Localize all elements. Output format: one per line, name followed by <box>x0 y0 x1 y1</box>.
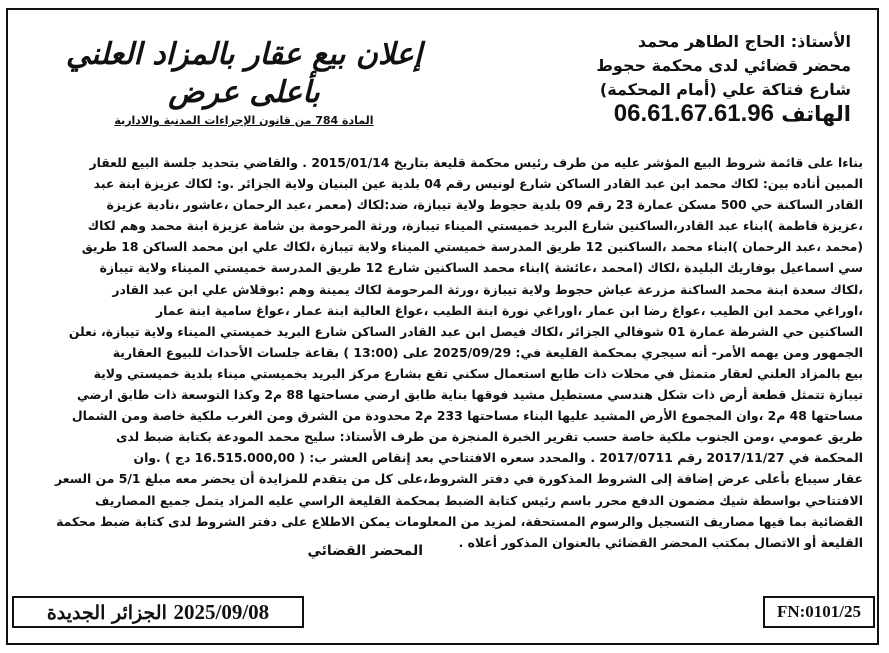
body-line: بيع بالمزاد العلني لعقار متمثل في محلات ذات طابع استعمال سكني تقع بشارع مركز البريد بخميستي ميناء بلدية خميستي ولاية <box>93 365 863 381</box>
body-line: بناءا على قائمة شروط البيع المؤشر عليه من طرف رئيس محكمة قليعة بتاريخ 2015/01/14 . والقاضي بتحديد جلسة البيع للعقار <box>89 155 863 170</box>
bailiff-title: محضر قضائي لدى محكمة حجوط <box>596 56 851 75</box>
body-line: سي اسماعيل بوفاريك البليدة ،لكاك (امحمد ،عائشة )ابناء محمد الساكنين شارع 12 طريق المدرسة خميستي الميناء ولاية تيبازة <box>99 260 863 276</box>
bailiff-phone <box>531 102 851 126</box>
legal-reference: المادة 784 من قانون الإجراءات المدنية والادارية <box>114 114 374 127</box>
body-line: القليعة أو الاتصال بمكتب المحضر القضائي بالعنوان المذكور أعلاه . <box>458 534 863 550</box>
body-line: الجمهور ومن يهمه الأمر- أنه سيجري بمحكمة القليعة في: 2025/09/29 على (13:00 ) بقاعة جلسات الأحداث للبيوع العقارية <box>112 344 863 360</box>
newspaper-name: الجزائر الجديدة <box>46 602 167 624</box>
notice-title-block <box>34 36 454 127</box>
body-line: تيبازة تتمثل قطعة أرض ذات شكل هندسي مستطيل مشيد فوقها بناية طابق ارضي مساحتها 88 م2 وكذا التوسعة ذات طابق ارضي <box>76 387 863 403</box>
body-line: ،عزيزة فاطمة )ابناء عبد القادر،الساكنين شارع البريد خميستي الميناء تيبازة، ورثة المرحومة بن شامة عزيزة ابنة محمد وهم لكاك <box>87 218 863 234</box>
body-line: القضائية بما فيها مصاريف التسجيل والرسوم المستحقة، لمزيد من المعلومات يمكن الاطلاع على دفتر الشروط لدى كتابة ضبط محكمة <box>56 513 863 529</box>
phone-label: الهاتف <box>781 102 851 126</box>
bailiff-name: الأستاذ: الحاج الطاهر محمد <box>637 32 851 51</box>
body-line: الافتتاحي بواسطة شيك مضمون الدفع محرر باسم رئيس كتابة الضبط بمحكمة القليعة الراسي عليه المزاد يتمل جميع المصاريف <box>94 492 863 508</box>
notice-body <box>18 152 863 553</box>
bailiff-info <box>531 30 851 126</box>
body-line: القادر الساكنة حي 500 مسكن عمارة 23 رقم 09 بلدية حجوط ولاية تيبازة، ضد:لكاك (معمر ،عبد الرحمان ،عاشور ،نادية عزيزة <box>106 197 863 213</box>
notice-title: إعلان بيع عقار بالمزاد العلني <box>65 37 423 72</box>
body-line: المحكمة في 2017/11/27 رقم 2017/0711 . والمحدد سعره الافتتاحي بعد إنقاص العشر ب: ( 16.515.000,00 دج ) .وان <box>133 450 863 466</box>
body-line: طريق عمومي ،ومن الجنوب ملكية خاصة حسب تقرير الخبرة المنجزة من طرف الأستاذ: سليح محمد المودعة بكتابة ضبط لدى <box>115 429 863 445</box>
body-line: الساكنين حي الشرطة عمارة 01 شوفالي الجزائر ،لكاك فيصل ابن عبد القادر الساكن شارع البريد خميستي الميناء ولاية تيبازة، نعلن <box>68 323 863 339</box>
publication-date: 2025/09/08 <box>173 600 270 624</box>
reference-number: FN:0101/25 <box>763 596 875 628</box>
body-line: مساحتها 48 م2 ،وان المجموع الأرض المشيد عليها البناء مساحتها 233 م2 محدودة من الشرق ومن الغرب ملكية خاصة ومن الشمال <box>71 408 863 424</box>
body-line: (محمد ،عبد الرحمان )ابناء محمد ،الساكنين 12 طريق المدرسة خميستي الميناء ولاية تيبازة ،لكاك علي ابن محمد الساكن 18 طريق <box>81 239 863 255</box>
newspaper-stamp <box>12 596 304 628</box>
signature: المحضر القضائي <box>307 543 423 559</box>
body-line: ،لكاك سعدة ابنة محمد الساكنة مزرعة عياش حجوط ولاية تيبازة ،ورثة المرحومة لكاك يمينة وهم :بوقلاش علي ابن عبد القادر <box>112 281 863 297</box>
bailiff-address: شارع فتاكة علي (أمام المحكمة) <box>599 80 851 99</box>
notice-subtitle: بأعلى عرض <box>168 75 320 110</box>
body-line: عقار سيباع بأعلى عرض إضافة إلى الشروط المذكورة في دفتر الشروط،على كل من يتقدم للمزايدة أن يحضر معه مبلغ 5/1 من السعر <box>55 471 863 487</box>
body-line: ،اوراغي محمد ابن الطيب ،عواغ رضا ابن عمار ،اوراغي نورة ابنة الطيب ،عواغ العالية ابنة عمار ،عواغ سامية ابنة عمار <box>155 302 863 318</box>
body-line: المبين أناده بين: لكاك محمد ابن عبد القادر الساكن شارع لونيس رقم 04 بلدية عين البنيان ولاية الجزائر .و: لكاك عزيزة ابنة عبد <box>93 176 863 192</box>
phone-number: 06.61.67.61.96 <box>613 100 774 127</box>
